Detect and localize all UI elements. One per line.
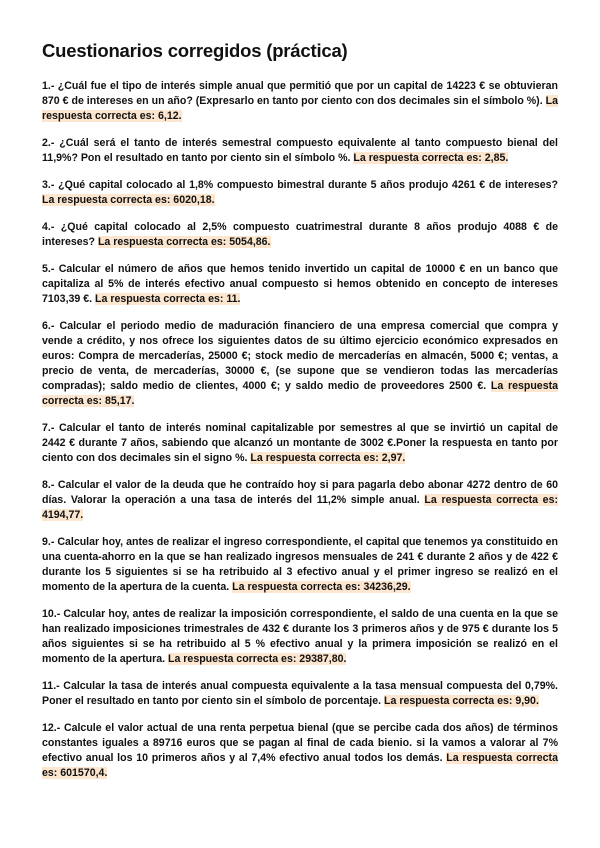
question-7-answer: La respuesta correcta es: 2,97. — [250, 452, 406, 464]
question-4-text: 4.- ¿Qué capital colocado al 2,5% compuesto cuatrimestral durante 8 años produjo 4088 € de intereses? — [42, 221, 558, 248]
question-6-answer: La respuesta correcta es: 85,17. — [42, 380, 559, 407]
question-1-answer: La respuesta correcta es: 6,12. — [42, 95, 558, 122]
question-11 — [42, 679, 558, 709]
question-12-answer: La respuesta correcta es: 601570,4. — [42, 752, 558, 779]
question-7 — [42, 421, 558, 466]
question-10-answer: La respuesta correcta es: 29387,80. — [168, 653, 347, 665]
question-10 — [42, 607, 558, 667]
question-12-text: 12.- Calcule el valor actual de una renta perpetua bienal (que se percibe cada dos años) de términos constantes iguales a 89716 euros que se pagan al final de cada bienio. si la vamos a valorar al 7% efectivo anual los 10 primeros años y al 7,4% efectivo anual todos los demás. — [42, 722, 558, 764]
question-4-answer: La respuesta correcta es: 5054,86. — [97, 236, 271, 248]
page-title: Cuestionarios corregidos (práctica) — [42, 40, 348, 61]
question-8-answer: La respuesta correcta es: 4194,77. — [42, 494, 558, 521]
question-1-text: 1.- ¿Cuál fue el tipo de interés simple anual que permitió que por un capital de 14223 € se obtuvieran 870 € de intereses en un año? (Expresarlo en tanto por ciento con dos decimales sin el símbolo %). — [42, 80, 558, 107]
question-2-answer: La respuesta correcta es: 2,85. — [353, 152, 509, 164]
question-2 — [42, 136, 558, 166]
question-9-text: 9.- Calcular hoy, antes de realizar el ingreso correspondiente, el capital que tenemos ya constituido en una cuenta-ahorro en la que se han realizado ingresos mensuales de 241 € durante 2 años y de 422 € durante los 5 siguientes si se ha retribuido al 3 efectivo anual y el primer ingreso se realizó en el momento de la apertura de la cuenta. — [42, 536, 558, 593]
question-8 — [42, 478, 558, 523]
question-8-text: 8.- Calcular el valor de la deuda que he contraído hoy si para pagarla debo abonar 4272 dentro de 60 días. Valorar la operación a una tasa de interés del 11,2% simple anual. — [42, 479, 558, 506]
question-6 — [42, 319, 558, 409]
question-4 — [42, 220, 558, 250]
question-1 — [42, 79, 558, 124]
question-11-answer: La respuesta correcta es: 9,90. — [384, 695, 539, 707]
question-9 — [42, 535, 558, 595]
question-5-text: 5.- Calcular el número de años que hemos tenido invertido un capital de 10000 € en un banco que capitaliza al 5% de interés efectivo anual compuesto si hemos obtenido en concepto de intereses 7103,39 €. — [42, 263, 558, 305]
question-3-text: 3.- ¿Qué capital colocado al 1,8% compuesto bimestral durante 5 años produjo 4261 € de intereses? — [42, 179, 558, 191]
question-9-answer: La respuesta correcta es: 34236,29. — [232, 581, 411, 593]
question-5-answer: La respuesta correcta es: 11. — [95, 293, 241, 305]
question-7-text: 7.- Calcular el tanto de interés nominal capitalizable por semestres al que se invirtió un capital de 2442 € durante 7 años, sabiendo que alcanzó un montante de 3002 €.Poner la respuesta en tanto por ciento con dos decimales sin el signo %. — [42, 422, 558, 464]
question-11-text: 11.- Calcular la tasa de interés anual compuesta equivalente a la tasa mensual compuesta del 0,79%. Poner el resultado en tanto por ciento sin el símbolo de porcentaje. — [42, 680, 558, 707]
question-2-text: 2.- ¿Cuál será el tanto de interés semestral compuesto equivalente al tanto compuesto bienal del 11,9%? Pon el resultado en tanto por ciento sin el símbolo %. — [42, 137, 558, 164]
question-3-answer: La respuesta correcta es: 6020,18. — [42, 194, 215, 206]
question-3 — [42, 178, 558, 208]
question-12 — [42, 721, 558, 781]
question-10-text: 10.- Calcular hoy, antes de realizar la imposición correspondiente, el saldo de una cuenta en la que se han realizado imposiciones trimestrales de 432 € durante los 3 primeros años y de 975 € durante los 5 años siguientes si se ha retribuido al 5 % efectivo anual y la primera imposición se realizó en el momento de la apertura. — [42, 608, 558, 665]
question-6-text: 6.- Calcular el periodo medio de maduración financiero de una empresa comercial que compra y vende a crédito, y nos ofrece los siguientes datos de su último ejercicio económico expresados en euros: Compra de mercaderías, 25000 €; stock medio de mercaderías en almacén, 5000 €; ventas, a precio de venta, de mercaderías, 30000 €, (se supone que se vendieron todas las mercaderías compradas); saldo medio de clientes, 4000 €; y saldo medio de proveedores 2500 €. — [42, 320, 558, 392]
question-5 — [42, 262, 558, 307]
